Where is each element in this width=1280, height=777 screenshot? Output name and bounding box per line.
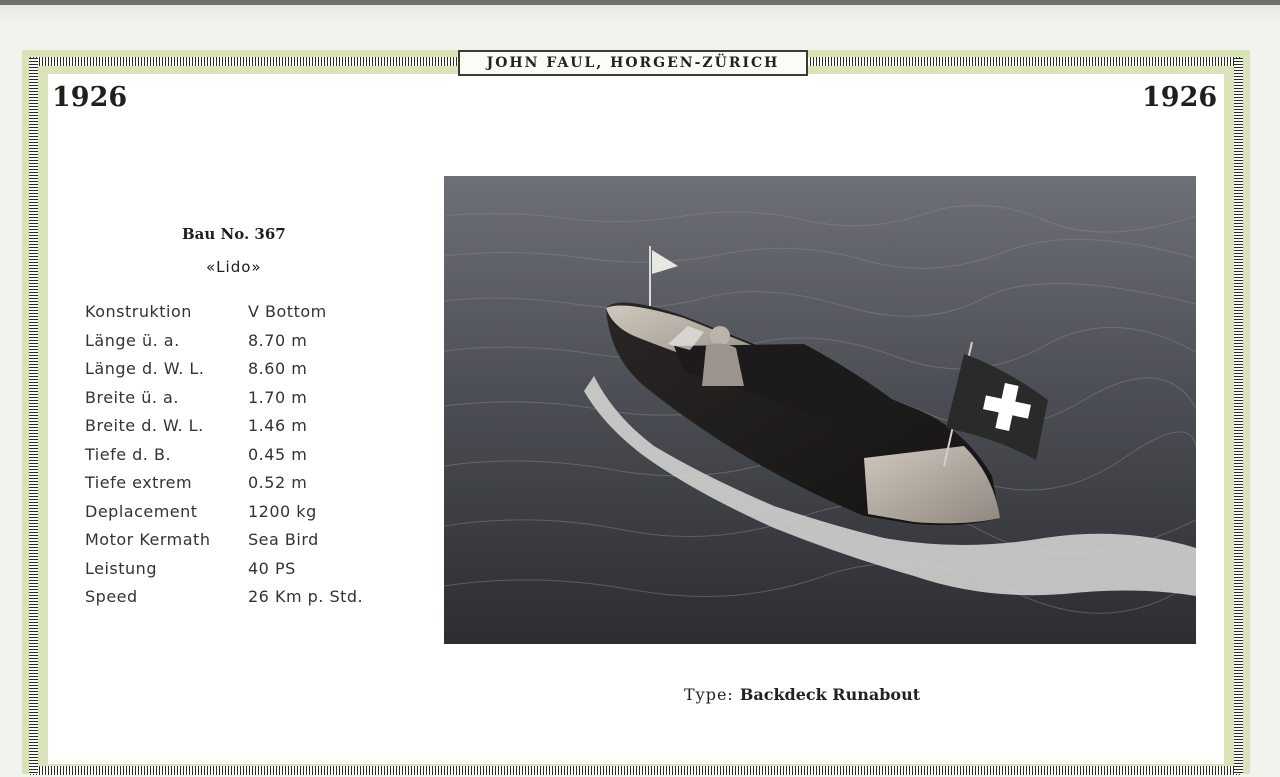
spec-label: Breite ü. a. — [85, 387, 179, 407]
spec-row — [85, 359, 405, 388]
spec-label: Länge ü. a. — [85, 330, 180, 350]
spec-row — [85, 587, 405, 616]
spec-row — [85, 388, 405, 417]
spec-value: 0.52 m — [248, 473, 308, 492]
spec-row — [85, 445, 405, 474]
boat-name: «Lido» — [206, 258, 262, 276]
scan-edge-shadow — [0, 5, 1280, 23]
spec-value: 26 Km p. Std. — [248, 587, 364, 606]
spec-table — [85, 302, 405, 616]
spec-value: 1.70 m — [248, 387, 308, 407]
spec-value: V Bottom — [248, 302, 327, 321]
spec-row — [85, 331, 405, 360]
spec-label: Motor Kermath — [85, 530, 211, 549]
photo-illustration — [444, 176, 1196, 644]
maker-header — [458, 50, 808, 76]
type-label: Type: — [684, 685, 734, 704]
spec-value: 1.46 m — [248, 416, 308, 435]
frame-border-bottom — [30, 766, 1240, 775]
spec-row — [85, 416, 405, 445]
spec-row — [85, 473, 405, 502]
maker-name: JOHN FAUL, HORGEN-ZÜRICH — [486, 55, 780, 71]
spec-row — [85, 559, 405, 588]
year-left: 1926 — [52, 82, 128, 113]
year-right: 1926 — [1142, 82, 1218, 113]
spec-value: 0.45 m — [248, 444, 308, 464]
spec-value: 40 PS — [248, 558, 296, 578]
spec-label: Speed — [85, 587, 138, 606]
spec-label: Tiefe d. B. — [85, 444, 172, 464]
frame-border-right — [1234, 58, 1243, 774]
motorboat-photo — [444, 176, 1196, 644]
spec-label: Tiefe extrem — [85, 473, 193, 492]
boat-type — [684, 685, 920, 704]
spec-label: Leistung — [85, 558, 157, 578]
spec-value: 1200 kg — [248, 501, 317, 521]
spec-value: Sea Bird — [248, 530, 319, 549]
type-value: Backdeck Runabout — [739, 685, 921, 704]
spec-value: 8.70 m — [248, 330, 308, 350]
build-number: Bau No. 367 — [182, 225, 286, 243]
spec-label: Breite d. W. L. — [85, 416, 204, 435]
spec-row — [85, 530, 405, 559]
spec-row — [85, 302, 405, 331]
spec-value: 8.60 m — [248, 359, 308, 378]
frame-border-left — [29, 58, 38, 774]
spec-label: Konstruktion — [85, 302, 192, 321]
spec-label: Deplacement — [85, 501, 198, 521]
spec-label: Länge d. W. L. — [85, 359, 205, 378]
spec-row — [85, 502, 405, 531]
